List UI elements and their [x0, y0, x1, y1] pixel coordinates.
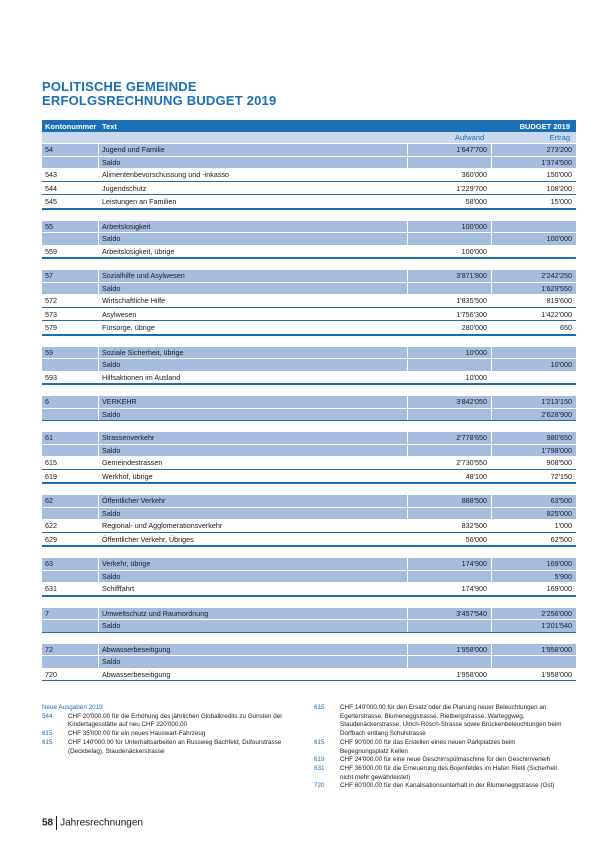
- account-cell: [42, 157, 98, 169]
- table-row: [42, 282, 576, 295]
- text-cell: Arbeitslosigkeit, übrige: [99, 246, 407, 258]
- separator-cell: [99, 259, 407, 269]
- income-cell: 1'798'000: [492, 445, 576, 457]
- income-cell: 150'000: [492, 169, 576, 181]
- account-cell: 57: [42, 270, 98, 282]
- account-cell: 559: [42, 246, 98, 258]
- table-row: [42, 358, 576, 371]
- table-row: [42, 668, 576, 682]
- table-row: [42, 456, 576, 470]
- income-cell: 825'000: [492, 508, 576, 520]
- separator-cell: [408, 633, 491, 643]
- note-code: 631: [314, 764, 325, 772]
- note-code: 615: [42, 738, 53, 746]
- note-code: 615: [42, 730, 53, 738]
- separator-cell: [492, 210, 576, 220]
- separator-cell: [42, 597, 98, 607]
- expense-cell: 1'756'300: [408, 309, 491, 321]
- expense-cell: 2'778'650: [408, 432, 491, 444]
- account-cell: 629: [42, 534, 98, 546]
- separator-cell: [408, 259, 491, 269]
- expense-cell: 10'000: [408, 347, 491, 359]
- account-cell: 61: [42, 432, 98, 444]
- account-cell: 544: [42, 183, 98, 195]
- table-row: [42, 245, 576, 259]
- table-separator: [42, 209, 576, 220]
- separator-cell: [99, 547, 407, 557]
- income-cell: [492, 347, 576, 359]
- separator-cell: [99, 484, 407, 494]
- separator-cell: [42, 210, 98, 220]
- note-item: [42, 730, 297, 739]
- account-cell: 543: [42, 169, 98, 181]
- account-cell: [42, 283, 98, 295]
- expense-cell: 832'500: [408, 520, 491, 532]
- table-separator: [42, 632, 576, 643]
- table-row: [42, 308, 576, 322]
- income-cell: 100'000: [492, 233, 576, 245]
- text-cell: Saldo: [99, 157, 407, 169]
- separator-cell: [492, 597, 576, 607]
- note-item: [314, 704, 564, 739]
- account-cell: 572: [42, 295, 98, 307]
- table-row: [42, 507, 576, 520]
- account-cell: [42, 233, 98, 245]
- table-separator: [42, 258, 576, 269]
- income-cell: 1'629'550: [492, 283, 576, 295]
- text-cell: Hilfsaktionen im Ausland: [99, 372, 407, 384]
- note-text: CHF 35'000.00 für ein neues Hauswart-Fahrzeug: [68, 730, 206, 738]
- expense-cell: 280'000: [408, 322, 491, 334]
- expense-cell: [408, 157, 491, 169]
- expense-cell: [408, 359, 491, 371]
- table-row: [42, 371, 576, 385]
- separator-cell: [408, 421, 491, 431]
- account-cell: 59: [42, 347, 98, 359]
- table-row: [42, 220, 576, 233]
- separator-cell: [492, 259, 576, 269]
- account-cell: 55: [42, 221, 98, 233]
- table-separator: [42, 596, 576, 607]
- income-cell: 1'958'000: [492, 644, 576, 656]
- account-cell: 7: [42, 608, 98, 620]
- text-cell: Strassenverkehr: [99, 432, 407, 444]
- text-cell: Abwasserbeseitigung: [99, 644, 407, 656]
- text-cell: Gemeindestrassen: [99, 457, 407, 469]
- notes-left-column: [42, 704, 297, 756]
- table-row: [42, 182, 576, 196]
- text-cell: Jugend und Familie: [99, 144, 407, 156]
- account-cell: 63: [42, 558, 98, 570]
- text-cell: Regional- und Agglomerationsverkehr: [99, 520, 407, 532]
- table-row: [42, 570, 576, 583]
- income-cell: 650: [492, 322, 576, 334]
- expense-cell: 3'842'050: [408, 396, 491, 408]
- account-cell: [42, 620, 98, 632]
- text-cell: Saldo: [99, 508, 407, 520]
- separator-cell: [492, 421, 576, 431]
- separator-cell: [408, 385, 491, 395]
- footer-divider: [56, 816, 57, 830]
- text-cell: Asylwesen: [99, 309, 407, 321]
- account-cell: 593: [42, 372, 98, 384]
- account-cell: [42, 359, 98, 371]
- separator-cell: [99, 336, 407, 346]
- expense-cell: [408, 409, 491, 421]
- text-cell: Soziale Sicherheit, übrige: [99, 347, 407, 359]
- income-cell: 1'374'500: [492, 157, 576, 169]
- note-code: 544: [42, 712, 53, 720]
- table-row: [42, 143, 576, 156]
- income-cell: 1'201'540: [492, 620, 576, 632]
- expense-cell: [408, 508, 491, 520]
- notes-heading: Neue Ausgaben 2019: [42, 704, 103, 711]
- text-cell: Verkehr, übrige: [99, 558, 407, 570]
- separator-cell: [99, 210, 407, 220]
- separator-cell: [42, 421, 98, 431]
- col-text-header: Text: [102, 122, 117, 131]
- income-cell: 62'500: [492, 534, 576, 546]
- note-item: [314, 756, 564, 765]
- income-cell: [492, 221, 576, 233]
- expense-cell: 1'647'700: [408, 144, 491, 156]
- income-cell: 1'213'150: [492, 396, 576, 408]
- table-body: [42, 143, 576, 681]
- title-line-1: POLITISCHE GEMEINDE: [42, 79, 197, 94]
- account-cell: 545: [42, 196, 98, 208]
- note-code: 615: [314, 704, 325, 711]
- table-row: [42, 533, 576, 547]
- expense-cell: 3'457'540: [408, 608, 491, 620]
- table-row: [42, 168, 576, 182]
- text-cell: Sozialhilfe und Asylwesen: [99, 270, 407, 282]
- text-cell: Abwasserbeseitigung: [99, 669, 407, 681]
- table-row: [42, 470, 576, 484]
- footer-label: Jahresrechnungen: [60, 817, 143, 829]
- separator-cell: [408, 484, 491, 494]
- account-cell: 615: [42, 457, 98, 469]
- note-text: CHF 90'000.00 für das Erstellen eines neuen Parkplatzes beim Begegnungsplatz Kellen: [340, 738, 516, 755]
- table-separator: [42, 483, 576, 494]
- income-cell: [492, 246, 576, 258]
- expense-cell: 1'958'000: [408, 644, 491, 656]
- title-line-2: ERFOLGSRECHNUNG BUDGET 2019: [42, 93, 277, 108]
- expense-cell: 1'835'500: [408, 295, 491, 307]
- expense-cell: 174'900: [408, 558, 491, 570]
- table-separator: [42, 384, 576, 395]
- income-cell: 169'000: [492, 583, 576, 595]
- note-code: 615: [314, 738, 325, 746]
- expense-cell: [408, 283, 491, 295]
- notes-right-column: [314, 704, 564, 791]
- page-number: 58: [42, 817, 54, 829]
- account-cell: 579: [42, 322, 98, 334]
- income-cell: 72'150: [492, 471, 576, 483]
- expense-cell: [408, 233, 491, 245]
- income-cell: 819'600: [492, 295, 576, 307]
- col-budget-header: BUDGET 2019: [519, 122, 570, 131]
- income-cell: 169'000: [492, 558, 576, 570]
- account-cell: 54: [42, 144, 98, 156]
- separator-cell: [42, 259, 98, 269]
- table-row: [42, 582, 576, 596]
- income-cell: 1'958'000: [492, 669, 576, 681]
- separator-cell: [408, 597, 491, 607]
- expense-cell: [408, 571, 491, 583]
- text-cell: Saldo: [99, 620, 407, 632]
- table-row: [42, 519, 576, 533]
- note-item: [314, 739, 564, 756]
- table-separator: [42, 420, 576, 431]
- table-row: [42, 431, 576, 444]
- income-cell: [492, 372, 576, 384]
- income-cell: 1'000: [492, 520, 576, 532]
- expense-cell: [408, 656, 491, 668]
- expense-cell: [408, 620, 491, 632]
- account-cell: 619: [42, 471, 98, 483]
- text-cell: Saldo: [99, 571, 407, 583]
- table-row: [42, 156, 576, 169]
- separator-cell: [492, 547, 576, 557]
- table-row: [42, 395, 576, 408]
- separator-cell: [492, 385, 576, 395]
- text-cell: Umweltschutz und Raumordnung: [99, 608, 407, 620]
- budget-table: [42, 120, 576, 681]
- separator-cell: [492, 484, 576, 494]
- col-account-header: Kontonummer: [45, 122, 97, 131]
- table-row: [42, 294, 576, 308]
- table-row: [42, 619, 576, 632]
- expense-cell: 888'500: [408, 495, 491, 507]
- table-separator: [42, 335, 576, 346]
- income-cell: 1'422'000: [492, 309, 576, 321]
- income-cell: 2'628'900: [492, 409, 576, 421]
- income-cell: 908'500: [492, 457, 576, 469]
- expense-cell: 100'000: [408, 221, 491, 233]
- note-text: CHF 36'000.00 für die Erneuerung des Bojenfeldes im Hafen Rietli (Sicherheit nicht mehr gewährleistet): [340, 764, 558, 781]
- col-expense-header: Aufwand: [455, 133, 485, 142]
- note-item: [314, 782, 564, 791]
- table-row: [42, 444, 576, 457]
- separator-cell: [99, 633, 407, 643]
- note-text: CHF 140'000.00 für den Ersatz oder die Planung neuer Beleuchtungen an Egerterstrasse, Blumeneggstrasse, Rietbergstrasse, Warteggweg, Staudenäckerstrasse, Ulrich-Rösch-Strasse sowie Brückenbeleuchtungen beim Dorfbach entlang Schulstrasse: [340, 704, 562, 738]
- text-cell: Leistungen an Familien: [99, 196, 407, 208]
- separator-cell: [408, 547, 491, 557]
- separator-cell: [42, 633, 98, 643]
- text-cell: Jugendschutz: [99, 183, 407, 195]
- expense-cell: 48'100: [408, 471, 491, 483]
- expense-cell: 58'000: [408, 196, 491, 208]
- income-cell: 108'200: [492, 183, 576, 195]
- text-cell: VERKEHR: [99, 396, 407, 408]
- text-cell: Schifffahrt: [99, 583, 407, 595]
- expense-cell: 1'229'700: [408, 183, 491, 195]
- account-cell: 6: [42, 396, 98, 408]
- account-cell: 622: [42, 520, 98, 532]
- account-cell: 631: [42, 583, 98, 595]
- separator-cell: [99, 597, 407, 607]
- separator-cell: [42, 484, 98, 494]
- text-cell: Arbeitslosigkeit: [99, 221, 407, 233]
- separator-cell: [408, 336, 491, 346]
- table-row: [42, 232, 576, 245]
- separator-cell: [42, 385, 98, 395]
- table-row: [42, 643, 576, 656]
- income-cell: 63'500: [492, 495, 576, 507]
- account-cell: [42, 508, 98, 520]
- text-cell: Öffentlicher Verkehr, Übriges: [99, 534, 407, 546]
- note-text: CHF 140'000.00 für Unterhaltsarbeiten an Russweg Bachfeld, Dufourstrasse (Deckbelag), Staudenäckerstrasse: [68, 738, 282, 755]
- col-income-header: Ertrag: [549, 133, 570, 142]
- account-cell: 62: [42, 495, 98, 507]
- text-cell: Saldo: [99, 445, 407, 457]
- table-subheader: [42, 132, 576, 143]
- table-header: [42, 120, 576, 132]
- text-cell: Alimentenbevorschussung und -inkasso: [99, 169, 407, 181]
- table-row: [42, 346, 576, 359]
- expense-cell: 56'000: [408, 534, 491, 546]
- table-row: [42, 607, 576, 620]
- note-item: [42, 739, 297, 756]
- account-cell: [42, 656, 98, 668]
- account-cell: 720: [42, 669, 98, 681]
- income-cell: 2'256'000: [492, 608, 576, 620]
- separator-cell: [492, 336, 576, 346]
- page-title: [42, 80, 276, 108]
- table-row: [42, 494, 576, 507]
- note-text: CHF 20'000.00 für die Erhöhung des jährlichen Globalkredits zu Gunsten der Kindertagesstätte auf neu CHF 220'000.00: [68, 712, 283, 729]
- income-cell: [492, 656, 576, 668]
- table-row: [42, 655, 576, 668]
- table-row: [42, 195, 576, 209]
- note-text: CHF 60'000.00 für den Kanalisationsunterhalt in der Blumeneggstrasse (Ost): [340, 782, 555, 790]
- text-cell: Saldo: [99, 656, 407, 668]
- separator-cell: [99, 421, 407, 431]
- expense-cell: 3'871'800: [408, 270, 491, 282]
- table-row: [42, 321, 576, 335]
- text-cell: Werkhof, übrige: [99, 471, 407, 483]
- expense-cell: 1'958'000: [408, 669, 491, 681]
- note-text: CHF 24'000.00 für eine neue Geschirrspülmaschine für den Geschirrverleih: [340, 756, 551, 764]
- note-code: 720: [314, 782, 325, 790]
- separator-cell: [492, 633, 576, 643]
- income-cell: 10'000: [492, 359, 576, 371]
- text-cell: Wirtschaftliche Hilfe: [99, 295, 407, 307]
- separator-cell: [99, 385, 407, 395]
- text-cell: Saldo: [99, 233, 407, 245]
- income-cell: 980'650: [492, 432, 576, 444]
- account-cell: 72: [42, 644, 98, 656]
- account-cell: [42, 409, 98, 421]
- account-cell: [42, 571, 98, 583]
- table-separator: [42, 546, 576, 557]
- text-cell: Fürsorge, übrige: [99, 322, 407, 334]
- table-row: [42, 408, 576, 421]
- separator-cell: [408, 210, 491, 220]
- expense-cell: 100'000: [408, 246, 491, 258]
- note-item: [42, 713, 297, 730]
- expense-cell: 174'900: [408, 583, 491, 595]
- table-row: [42, 269, 576, 282]
- text-cell: Saldo: [99, 359, 407, 371]
- account-cell: [42, 445, 98, 457]
- text-cell: Saldo: [99, 409, 407, 421]
- note-item: [314, 765, 564, 782]
- expense-cell: 360'000: [408, 169, 491, 181]
- account-cell: 573: [42, 309, 98, 321]
- income-cell: 5'900: [492, 571, 576, 583]
- income-cell: 2'242'250: [492, 270, 576, 282]
- separator-cell: [42, 336, 98, 346]
- note-code: 619: [314, 756, 325, 764]
- expense-cell: 10'000: [408, 372, 491, 384]
- income-cell: 15'000: [492, 196, 576, 208]
- expense-cell: 2'730'550: [408, 457, 491, 469]
- text-cell: Saldo: [99, 283, 407, 295]
- page-footer: [42, 816, 143, 830]
- table-row: [42, 557, 576, 570]
- income-cell: 273'200: [492, 144, 576, 156]
- separator-cell: [42, 547, 98, 557]
- text-cell: Öffentlicher Verkehr: [99, 495, 407, 507]
- expense-cell: [408, 445, 491, 457]
